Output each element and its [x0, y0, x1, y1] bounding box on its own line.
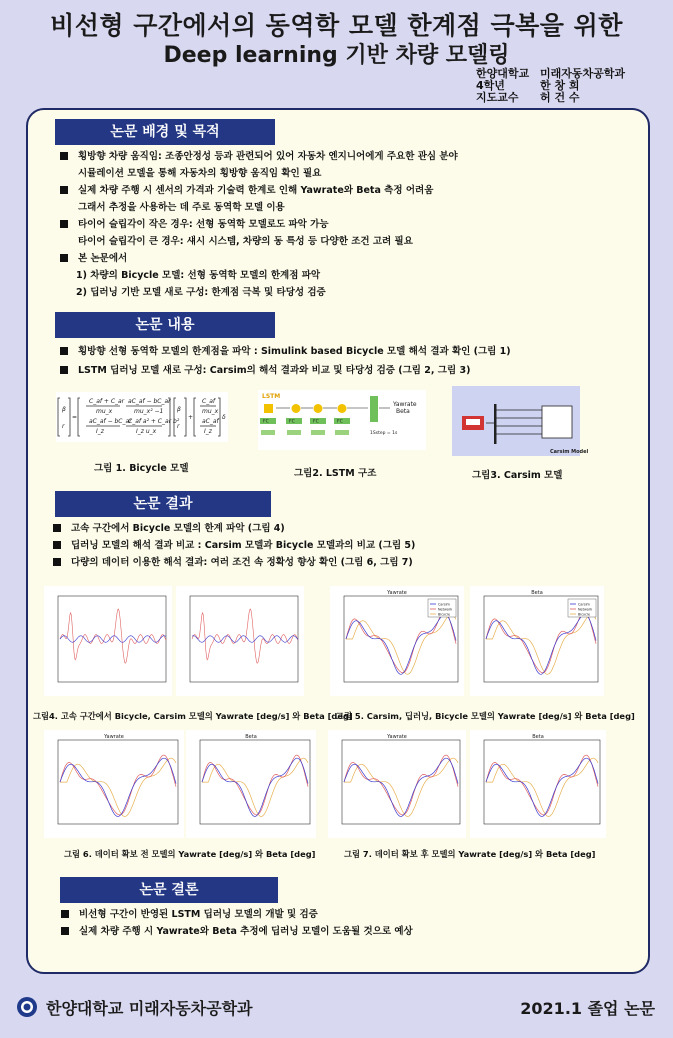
svg-text:aC_af − bC_ar: aC_af − bC_ar [89, 418, 132, 425]
svg-text:mu_x: mu_x [96, 408, 113, 415]
background-line [60, 199, 458, 216]
svg-text:FC: FC [289, 419, 295, 425]
author-label: 한양대학교 [476, 67, 530, 80]
section-heading-results: 논문 결과 [55, 491, 271, 517]
content-line: LSTM 딥러닝 모델 새로 구성: Carsim의 해석 결과와 비교 및 타당성 검증 (그림 2, 그림 3) [78, 365, 471, 376]
plot-series-line [60, 636, 166, 643]
section-heading-content: 논문 내용 [55, 312, 275, 338]
figure-caption: 그림 7. 데이터 확보 후 모델의 Yawrate [deg/s] 와 Beta [deg] [344, 849, 596, 859]
poster-title-line1: 비선형 구간에서의 동역학 모델 한계점 극복을 위한 [50, 11, 623, 40]
plot-series-line [202, 758, 308, 816]
conclusion-line: 실제 차량 주행 시 Yawrate와 Beta 추정에 딥러닝 모델이 도움될 것으로 예상 [79, 926, 413, 937]
svg-text:C_af a² + C_ar b²: C_af a² + C_ar b² [128, 418, 180, 425]
svg-text:aC_af − bC_ar: aC_af − bC_ar [128, 398, 171, 405]
svg-text:FC: FC [337, 419, 343, 425]
content-line: 횡방향 선형 동역학 모델의 한계점을 파악 : Simulink based Bicycle 모델 해석 결과 확인 (그림 1) [78, 346, 511, 357]
svg-text:I_z: I_z [96, 428, 104, 435]
svg-text:+: + [188, 414, 194, 421]
plot-axes-frame [484, 740, 600, 824]
plot-axes-frame [342, 740, 460, 824]
lstm-structure-diagram [258, 390, 426, 450]
background-line-text: 실제 차량 주행 시 센서의 가격과 기술력 한계로 인해 Yawrate와 Beta 측정 어려움 [78, 185, 434, 196]
conclusion-bullets [61, 906, 413, 940]
background-line [60, 165, 458, 182]
plot-fig5-yawrate [330, 586, 464, 696]
plot-fig4-beta [176, 586, 304, 696]
background-line [60, 233, 458, 250]
section-heading-background: 논문 배경 및 목적 [55, 119, 275, 145]
background-line [60, 216, 458, 233]
figure-caption: 그림 1. Bicycle 모델 [94, 463, 189, 474]
bullet-square-icon [53, 524, 61, 532]
author-value: 한 창 희 [540, 79, 580, 92]
carsim-model-label: Carsim Model [550, 449, 589, 455]
bullet-square-icon [61, 910, 69, 918]
section-heading-conclusion: 논문 결론 [60, 877, 278, 903]
svg-text:FC: FC [313, 419, 319, 425]
background-line-text: 시뮬레이션 모델을 통해 자동차의 횡방향 움직임 확인 필요 [78, 168, 322, 179]
author-value: 미래자동차공학과 [540, 67, 626, 80]
plot-series-line [344, 758, 458, 816]
plot-series-line [192, 636, 298, 643]
plot-fig7-yawrate [328, 730, 466, 838]
background-line [60, 148, 458, 165]
background-line-text: 그래서 추정을 사용하는 데 주로 동역학 모델 이용 [78, 202, 285, 213]
results-line: 딥러닝 모델의 해석 결과 비교 : Carsim 모델과 Bicycle 모델과의 비교 (그림 5) [71, 540, 416, 551]
background-line [60, 182, 458, 199]
plot-series-line [486, 758, 598, 816]
bullet-square-icon [53, 558, 61, 566]
conclusion-line: 비선형 구간이 반영된 LSTM 딥러닝 모델의 개발 및 검증 [79, 909, 318, 920]
plot-legend-label: Network [578, 607, 593, 612]
plot-title: Yawrate [104, 734, 124, 740]
plot-legend-label: Carsim [438, 602, 450, 607]
figure-caption: 그림 5. Carsim, 딥러닝, Bicycle 모델의 Yawrate [deg/s] 와 Beta [deg] [336, 711, 635, 721]
figure-caption: 그림 6. 데이터 확보 전 모델의 Yawrate [deg/s] 와 Beta [deg] [64, 849, 316, 859]
bullet-square-icon [60, 220, 68, 228]
background-line-text: 타이어 슬립각이 작은 경우: 선형 동역학 모델로도 파악 가능 [78, 219, 329, 230]
svg-text:Beta: Beta [396, 408, 410, 415]
bicycle-model-equation [56, 392, 228, 442]
plot-series-line [60, 758, 176, 816]
plot-axes-frame [200, 740, 310, 824]
plot-fig7-beta [470, 730, 606, 838]
plot-legend-label: Carsim [578, 602, 590, 607]
background-line-text: 타이어 슬립각이 큰 경우: 섀시 시스템, 차량의 동 특성 등 다양한 조건 고려 필요 [78, 236, 413, 247]
carsim-model-diagram [452, 386, 589, 456]
background-line-text: 본 논문에서 [78, 253, 128, 264]
bullet-square-icon [60, 186, 68, 194]
svg-text:aC_af: aC_af [202, 418, 219, 425]
svg-text:I_z u_x: I_z u_x [136, 428, 157, 435]
lstm-step-label: 1Sstep = 1s [370, 431, 398, 436]
svg-text:β: β [177, 406, 181, 413]
plot-legend-label: Bicycle [438, 612, 451, 617]
plot-fig5-beta [470, 586, 604, 696]
bullet-square-icon [60, 366, 68, 374]
bullet-square-icon [60, 347, 68, 355]
plot-axes-frame [58, 740, 178, 824]
svg-text:r: r [62, 423, 65, 430]
background-line-text: 2) 딥러닝 기반 모델 새로 구성: 한계점 극복 및 타당성 검증 [76, 287, 326, 298]
footer-date: 2021.1 졸업 논문 [520, 999, 655, 1018]
author-block [476, 68, 625, 104]
plot-title: Beta [531, 590, 543, 596]
svg-text:δ: δ [222, 414, 226, 421]
plot-legend-label: Network [438, 607, 453, 612]
content-bullets [60, 343, 511, 379]
author-label: 4학년 [476, 79, 505, 92]
background-line [60, 250, 458, 267]
plot-title: Beta [532, 734, 544, 740]
svg-text:mu_x² −1: mu_x² −1 [134, 408, 164, 415]
plot-fig4-yawrate [44, 586, 172, 696]
footer-department: 한양대학교 미래자동차공학과 [46, 999, 253, 1018]
plot-legend-label: Bicycle [578, 612, 591, 617]
bullet-square-icon [60, 152, 68, 160]
plot-axes-frame [58, 596, 166, 682]
background-line [60, 284, 458, 301]
svg-text:I_z: I_z [204, 428, 212, 435]
svg-text:C_af: C_af [202, 398, 215, 405]
svg-text:Yawrate: Yawrate [393, 401, 417, 408]
bullet-square-icon [61, 927, 69, 935]
background-bullets [60, 148, 458, 301]
plot-fig6-yawrate [44, 730, 184, 838]
figure-caption: 그림4. 고속 구간에서 Bicycle, Carsim 모델의 Yawrate [deg/s] 와 Beta [deg] [33, 711, 353, 721]
background-line-text: 1) 차량의 Bicycle 모델: 선형 동역학 모델의 한계점 파악 [76, 270, 321, 281]
lstm-label: LSTM [262, 393, 281, 400]
svg-text:mu_x: mu_x [202, 408, 219, 415]
svg-text:FC: FC [263, 419, 269, 425]
plot-title: Yawrate [387, 734, 407, 740]
background-line [60, 267, 458, 284]
plot-title: Yawrate [387, 590, 407, 596]
plot-fig6-beta [186, 730, 316, 838]
svg-text:r: r [177, 423, 180, 430]
svg-text:=: = [72, 414, 78, 421]
svg-text:C_af + C_ar: C_af + C_ar [89, 398, 125, 405]
bullet-square-icon [53, 541, 61, 549]
author-value: 허 건 수 [540, 91, 580, 104]
svg-text:β: β [62, 406, 66, 413]
background-line-text: 횡방향 차량 움직임: 조종안정성 등과 관련되어 있어 자동차 엔지니어에게 주요한 관심 분야 [78, 151, 458, 162]
university-logo-icon [16, 996, 38, 1018]
bullet-square-icon [60, 254, 68, 262]
results-line: 다량의 데이터 이용한 해석 결과: 여러 조건 속 정확성 향상 확인 (그림 6, 그림 7) [71, 557, 413, 568]
results-line: 고속 구간에서 Bicycle 모델의 한계 파악 (그림 4) [71, 523, 285, 534]
figure-caption: 그림2. LSTM 구조 [294, 468, 377, 479]
results-bullets [53, 520, 415, 571]
plot-title: Beta [245, 734, 257, 740]
poster-title-line2: Deep learning 기반 차량 모델링 [163, 43, 510, 68]
author-label: 지도교수 [476, 91, 519, 104]
figure-caption: 그림3. Carsim 모델 [472, 470, 563, 481]
